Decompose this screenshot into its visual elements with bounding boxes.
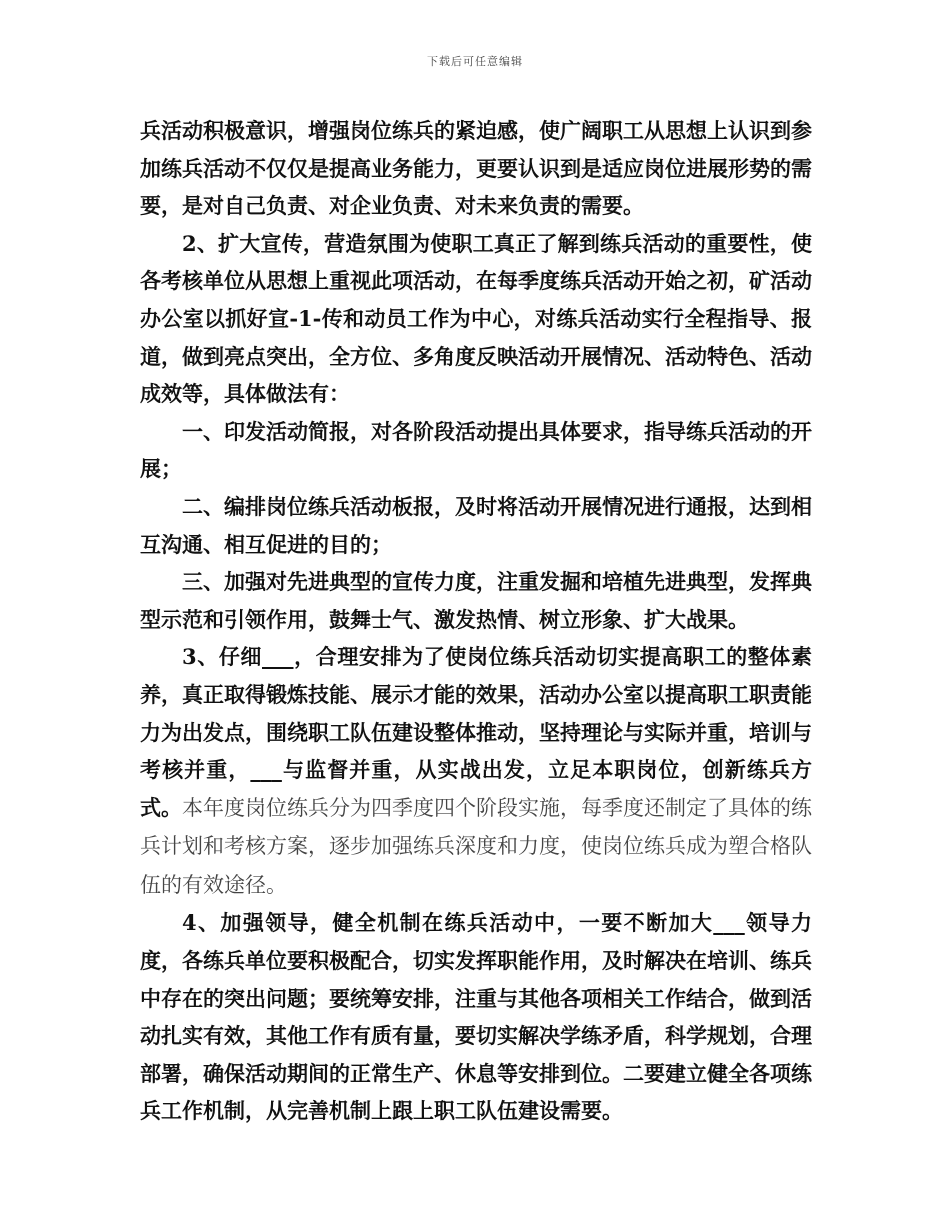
paragraph-item-2: 二、编排岗位练兵活动板报，及时将活动开展情况进行通报，达到相互沟通、相互促进的目的；: [140, 493, 812, 557]
paragraph-item-3: 三、加强对先进典型的宣传力度，注重发掘和培植先进典型，发挥典型示范和引领作用，鼓舞士气、激发热情、树立形象、扩大战果。: [140, 569, 812, 632]
paragraph-section-3: [140, 638, 812, 904]
paragraph-section-3-light-text: 本年度岗位练兵分为四季度四个阶段实施，每季度还制定了具体的练兵计划和考核方案，逐步加强练兵深度和力度，使岗位练兵成为塑合格队伍的有效途径。: [140, 795, 812, 897]
paragraph-continuation: 兵活动积极意识，增强岗位练兵的紧迫感，使广阔职工从思想上认识到参加练兵活动不仅仅是提高业务能力，更要认识到是适应岗位进展形势的需要，是对自己负责、对企业负责、对未来负责的需要。: [140, 118, 812, 219]
paragraph-section-3-bold-text: 3、仔细___，合理安排为了使岗位练兵活动切实提高职工的整体素养，真正取得锻炼技能、展示才能的效果，活动办公室以提高职工职责能力为出发点，围绕职工队伍建设整体推动，坚持理论与实际并重，培训与考核并重，___与监督并重，从实战出发，立足本职岗位，创新练兵方式。: [140, 644, 812, 820]
page-header-note: 下载后可任意编辑: [427, 55, 523, 68]
paragraph-section-2: 2、扩大宣传，营造氛围为使职工真正了解到练兵活动的重要性，使各考核单位从思想上重视此项活动，在每季度练兵活动开始之初，矿活动办公室以抓好宣-1-传和动员工作为中心，对练兵活动实行全程指导、报道，做到亮点突出，全方位、多角度反映活动开展情况、活动特色、活动成效等，具体做法有：: [140, 230, 812, 407]
paragraph-section-4: 4、加强领导，健全机制在练兵活动中，一要不断加大___领导力度，各练兵单位要积极配合，切实发挥职能作用，及时解决在培训、练兵中存在的突出问题；要统筹安排，注重与其他各项相关工作结合，做到活动扎实有效，其他工作有质有量，要切实解决学练矛盾，科学规划，合理部署，确保活动期间的正常生产、休息等安排到位。二要建立健全各项练兵工作机制，从完善机制上跟上职工队伍建设需要。: [140, 910, 812, 1124]
document-body: [140, 112, 812, 1130]
paragraph-item-1: 一、印发活动简报，对各阶段活动提出具体要求，指导练兵活动的开展；: [140, 418, 812, 482]
